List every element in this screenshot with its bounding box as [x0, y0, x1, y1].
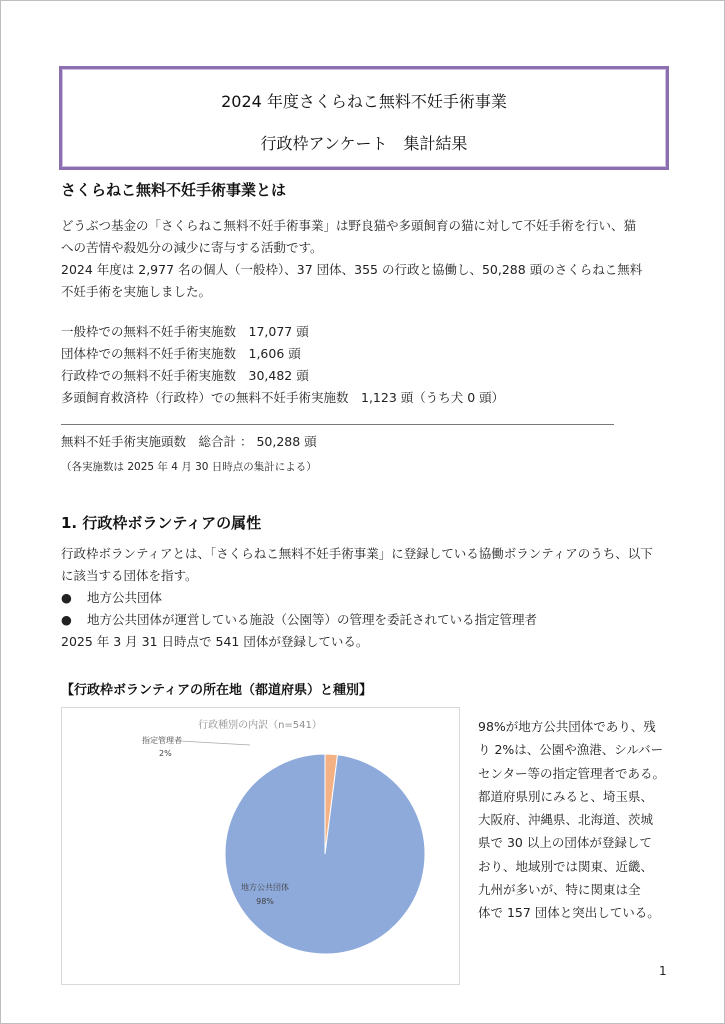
bullet-icon: ●	[61, 590, 72, 605]
about-line: 不妊手術を実施しました。	[61, 284, 212, 299]
about-heading: さくらねこ無料不妊手術事業とは	[61, 181, 287, 199]
description-line: 県で 30 以上の団体が登録して	[478, 835, 652, 851]
pie-slice-local-government	[225, 754, 425, 954]
title-box	[59, 66, 669, 170]
document-title: 2024 年度さくらねこ無料不妊手術事業	[221, 92, 507, 111]
pie-chart	[62, 708, 459, 984]
slice-label-minor: 指定管理者	[142, 736, 182, 745]
total-note: （各実施数は 2025 年 4 月 30 日時点の集計による）	[61, 461, 317, 473]
slice-label-main: 地方公共団体	[241, 883, 289, 892]
divider	[61, 424, 614, 425]
stat-government: 行政枠での無料不妊手術実施数 30,482 頭	[61, 368, 309, 383]
document-subtitle: 行政枠アンケート 集計結果	[260, 134, 468, 153]
leader-line	[180, 741, 250, 745]
description-line: おり、地域別では関東、近畿、	[478, 858, 654, 874]
description-line: 体で 157 団体と突出している。	[478, 905, 660, 921]
page-number: 1	[659, 964, 667, 978]
about-paragraph	[61, 215, 642, 303]
chart-description	[478, 715, 668, 925]
bullet-icon: ●	[61, 612, 72, 627]
stats-list	[61, 321, 504, 409]
total-line: 無料不妊手術実施頭数 総合計 ： 50,288 頭	[61, 434, 317, 449]
pie-chart-box	[61, 707, 460, 985]
bullet-text: 地方公共団体	[87, 590, 163, 605]
about-line: 2024 年度は 2,977 名の個人（一般枠）、37 団体、355 の行政と協働し、50,288 頭のさくらねこ無料	[61, 262, 643, 277]
description-line: センター等の指定管理者である。	[478, 765, 666, 781]
slice-value-main: 98%	[256, 897, 274, 906]
bullet-item	[61, 587, 162, 609]
description-line: 都道府県別にみると、埼玉県、	[478, 788, 654, 804]
bullet-item	[61, 609, 537, 631]
registration-count: 2025 年 3 月 31 日時点で 541 団体が登録している。	[61, 634, 369, 649]
description-line: 大阪府、沖縄県、北海道、茨城	[478, 812, 654, 828]
intro-line: 行政枠ボランティアとは、「さくらねこ無料不妊手術事業」に登録している協働ボランティアのうち、以下	[61, 546, 653, 561]
section1-heading: 1. 行政枠ボランティアの属性	[61, 514, 262, 532]
description-line: り 2%は、公園や漁港、シルバー	[478, 742, 664, 758]
stat-group: 団体枠での無料不妊手術実施数 1,606 頭	[61, 346, 301, 361]
about-line: どうぶつ基金の「さくらねこ無料不妊手術事業」は野良猫や多頭飼育の猫に対して不妊手術を行い、猫	[61, 218, 637, 233]
bullet-text: 地方公共団体が運営している施設（公園等）の管理を委託されている指定管理者	[87, 612, 538, 627]
stat-general: 一般枠での無料不妊手術実施数 17,077 頭	[61, 324, 309, 339]
chart-section-heading: 【行政枠ボランティアの所在地（都道府県）と種別】	[61, 683, 372, 698]
about-line: への苦情や殺処分の減少に寄与する活動です。	[61, 240, 323, 255]
section1-intro	[61, 543, 653, 587]
chart-title: 行政種別の内訳（n=541）	[198, 720, 322, 731]
intro-line: に該当する団体を指す。	[61, 568, 198, 583]
description-line: 98%が地方公共団体であり、残	[478, 719, 656, 734]
stat-multi-rescue: 多頭飼育救済枠（行政枠）での無料不妊手術実施数 1,123 頭（うち犬 0 頭）	[61, 390, 505, 405]
description-line: 九州が多いが、特に関東は全	[478, 882, 641, 898]
slice-value-minor: 2%	[159, 749, 172, 758]
